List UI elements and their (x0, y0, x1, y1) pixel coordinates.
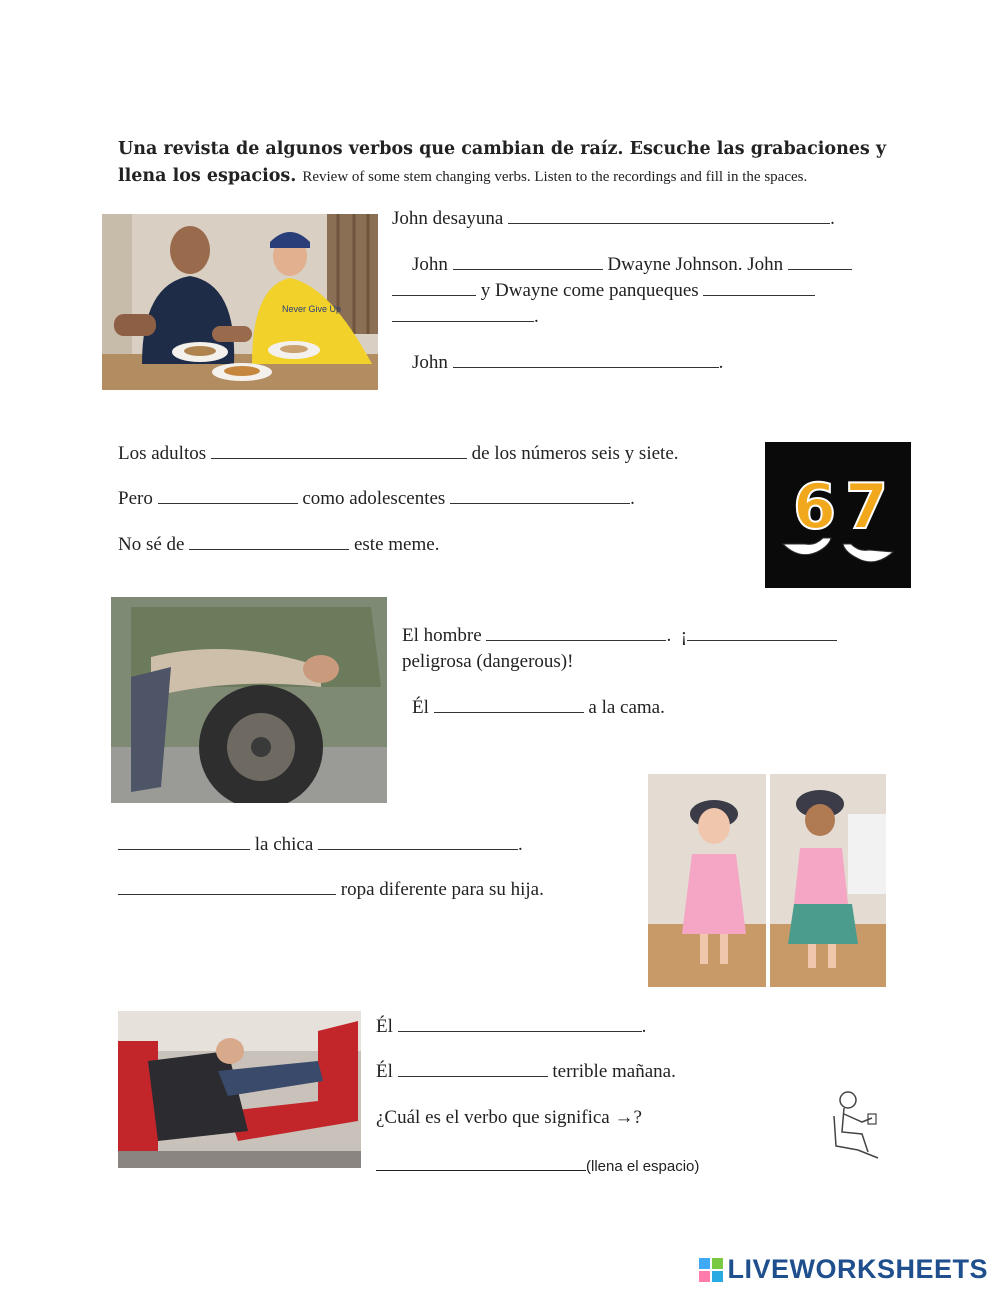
photo-man-on-tire (111, 597, 387, 803)
s2-line2-text-a: Pero (118, 488, 153, 509)
s5-line2-text-a: Él (376, 1061, 393, 1082)
s2-line2-text-b: como adolescentes (302, 488, 446, 509)
s1-line5-text: John (412, 352, 448, 373)
s4-line2-text: ropa diferente para su hija. (340, 879, 544, 900)
blank-s2-2[interactable] (158, 489, 298, 504)
s5-fill-line (376, 1153, 699, 1175)
s1-line2-text-b: Dwayne Johnson. John (607, 254, 784, 275)
s2-line3-text-a: No sé de (118, 534, 185, 555)
s5-line1: Él . (376, 1016, 647, 1037)
s3-line1: El hombre . ¡ (402, 625, 837, 647)
s2-line1-text-b: de los números seis y siete. (471, 443, 679, 464)
photo-man-sleeping-train (118, 1011, 361, 1168)
blank-s5-1[interactable] (398, 1017, 642, 1032)
shirt-text: Never Give Up (282, 304, 342, 314)
blank-s3-3[interactable] (434, 698, 584, 713)
blank-s3-1[interactable] (486, 626, 666, 641)
s2-line1 (118, 443, 679, 465)
s1-line2-text-a: John (412, 254, 448, 275)
meme-digit-7: 7 (845, 470, 889, 543)
liveworksheets-logo-text: LIVEWORKSHEETS (727, 1254, 988, 1284)
blank-s4-2[interactable] (318, 835, 518, 850)
blank-s2-1[interactable] (211, 444, 467, 459)
liveworksheets-logo-icon (699, 1258, 723, 1282)
blank-s1-4a[interactable] (703, 281, 815, 296)
s5-line2-text-b: terrible mañana. (552, 1061, 676, 1082)
s3-line3-text-a: Él (412, 697, 429, 718)
s1-line3-text: y Dwayne come panqueques (480, 280, 699, 301)
s3-line3 (412, 697, 665, 719)
meme-67-image (765, 442, 911, 588)
s4-line1-text: la chica (254, 834, 314, 855)
meme-digit-6: 6 (793, 470, 837, 543)
blank-s4-1[interactable] (118, 835, 250, 850)
instructions-english: Review of some stem changing verbs. Listen to the recordings and fill in the spaces. (302, 169, 808, 185)
blank-s1-1[interactable] (508, 209, 830, 224)
sitting-person-icon (828, 1088, 890, 1164)
blank-s5-3[interactable] (376, 1153, 586, 1171)
s1-line3 (392, 280, 815, 302)
s2-line3-text-b: este meme. (353, 534, 440, 555)
blank-s3-2[interactable] (687, 626, 837, 641)
blank-s4-3[interactable] (118, 880, 336, 895)
s1-line4: . (392, 306, 539, 328)
s3-line1-text-a: El hombre (402, 625, 482, 646)
s3-line3-text-b: a la cama. (588, 697, 665, 718)
blank-s2-4[interactable] (189, 535, 349, 550)
blank-s1-5[interactable] (453, 353, 719, 368)
s2-line3 (118, 534, 439, 556)
blank-s2-3[interactable] (450, 489, 630, 504)
liveworksheets-logo (699, 1254, 988, 1285)
s4-line2 (118, 879, 544, 901)
s4-line1: la chica . (118, 834, 523, 856)
instructions-spanish: Una revista de algunos verbos que cambian de raíz. Escuche las grabaciones y llena los espacios. (118, 139, 887, 186)
s5-question: ¿Cuál es el verbo que significa →? (376, 1107, 642, 1128)
s3-line1-text-b: ¡ (680, 625, 688, 646)
s1-line5: John . (412, 352, 724, 373)
s2-line1-text-a: Los adultos (118, 443, 207, 464)
blank-s5-2[interactable] (398, 1062, 548, 1077)
s1-line1: John desayuna . (392, 208, 835, 229)
photo-girls-dressed-up (648, 774, 886, 987)
s1-line1-text: John desayuna (392, 208, 504, 229)
photo-breakfast-table (102, 214, 378, 390)
s5-line1-text: Él (376, 1016, 393, 1037)
s3-line2: peligrosa (dangerous)! (402, 651, 574, 672)
blank-s1-3b[interactable] (392, 281, 476, 296)
fill-note: (llena el espacio) (586, 1158, 700, 1175)
instructions (118, 136, 898, 191)
blank-s1-3a[interactable] (788, 255, 852, 270)
hand-right-icon (843, 544, 893, 562)
blank-s1-2[interactable] (453, 255, 603, 270)
s1-line2 (412, 254, 852, 276)
s2-line2: Pero como adolescentes . (118, 488, 635, 509)
s5-line2 (376, 1061, 676, 1083)
blank-s1-4b[interactable] (392, 307, 534, 322)
